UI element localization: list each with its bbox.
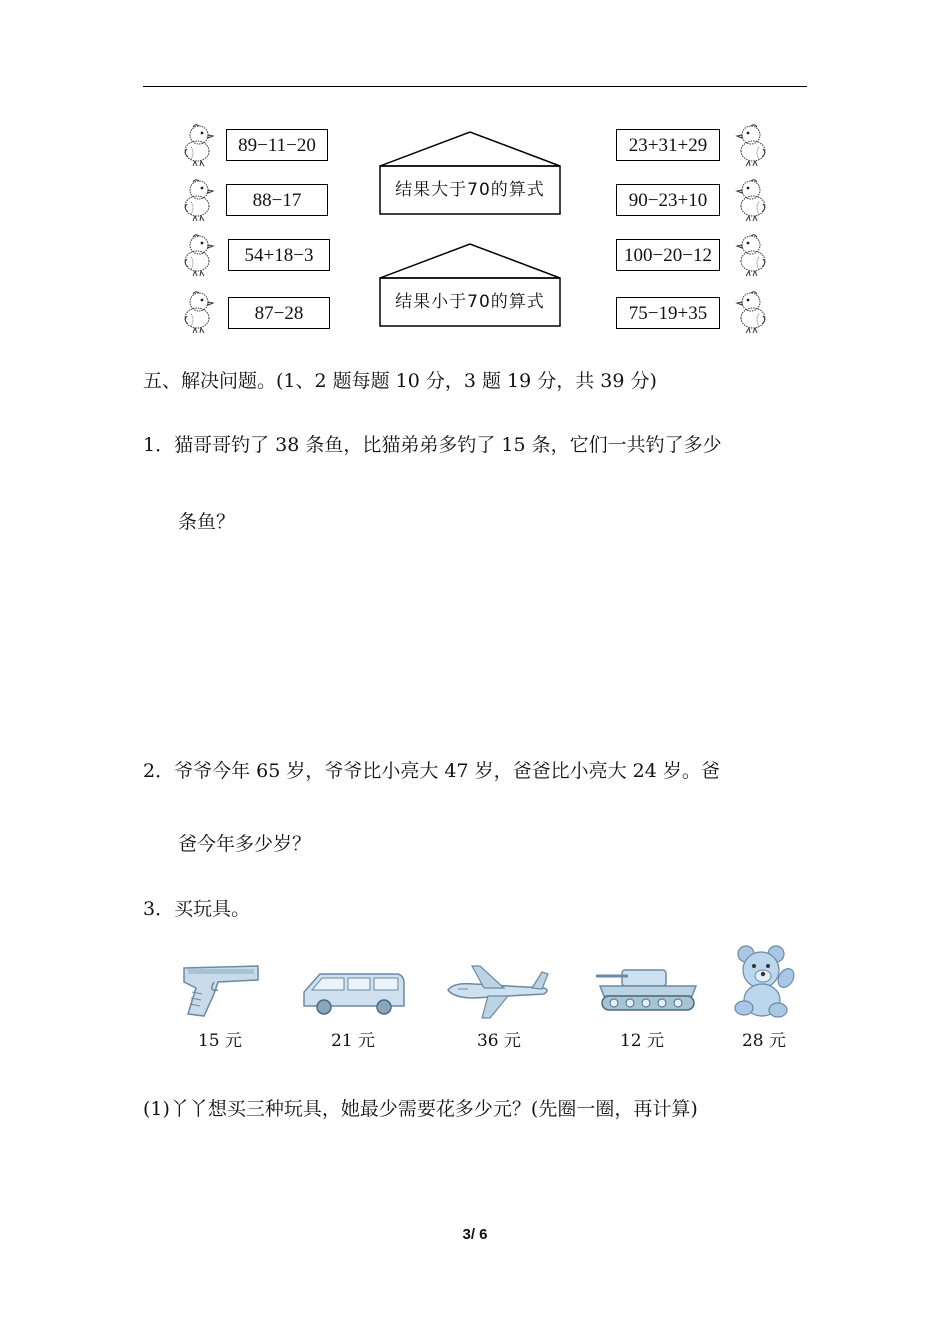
expression-box: 23+31+29 [616, 129, 720, 161]
question-2-line-1: 2．爷爷今年 65 岁，爷爷比小亮大 47 岁，爸爸比小亮大 24 岁。爸 [143, 760, 720, 782]
question-2-line-2: 爸今年多少岁？ [178, 833, 312, 855]
expression-box: 89−11−20 [226, 129, 328, 161]
expression-box: 88−17 [226, 184, 328, 216]
expression-box: 54+18−3 [228, 239, 330, 271]
chick-icon [181, 123, 215, 167]
price-label: 21 元 [330, 1031, 376, 1051]
price-label: 15 元 [197, 1031, 243, 1051]
chick-icon [735, 233, 769, 277]
house-label: 结果大于70的算式 [395, 180, 545, 200]
price-label: 28 元 [741, 1031, 787, 1051]
question-3-sub-1: (1)丫丫想买三种玩具，她最少需要花多少元？(先圈一圈，再计算) [143, 1098, 698, 1120]
van-icon [298, 968, 410, 1016]
question-1-line-2: 条鱼？ [178, 511, 236, 533]
house-less-than-70 [378, 242, 562, 328]
teddy-bear-icon [732, 944, 798, 1018]
house-label: 结果小于70的算式 [395, 292, 545, 312]
chick-icon [735, 290, 769, 334]
tank-icon [592, 964, 704, 1016]
chick-icon [735, 178, 769, 222]
chick-icon [181, 178, 215, 222]
chick-icon [181, 233, 215, 277]
section-heading: 五、解决问题。(1、2 题每题 10 分，3 题 19 分，共 39 分) [143, 370, 657, 392]
header-rule [143, 86, 807, 87]
expression-box: 75−19+35 [616, 297, 720, 329]
expression-box: 100−20−12 [616, 239, 720, 271]
expression-box: 90−23+10 [616, 184, 720, 216]
chick-icon [181, 290, 215, 334]
pistol-icon [178, 958, 260, 1020]
chick-icon [735, 123, 769, 167]
house-greater-than-70 [378, 130, 562, 216]
question-1-line-1: 1．猫哥哥钓了 38 条鱼，比猫弟弟多钓了 15 条，它们一共钓了多少 [143, 434, 722, 456]
expression-box: 87−28 [228, 297, 330, 329]
price-label: 12 元 [619, 1031, 665, 1051]
question-3-title: 3．买玩具。 [143, 898, 251, 920]
airplane-icon [444, 962, 554, 1020]
page-number: 3/ 6 [462, 1226, 488, 1243]
price-label: 36 元 [476, 1031, 522, 1051]
